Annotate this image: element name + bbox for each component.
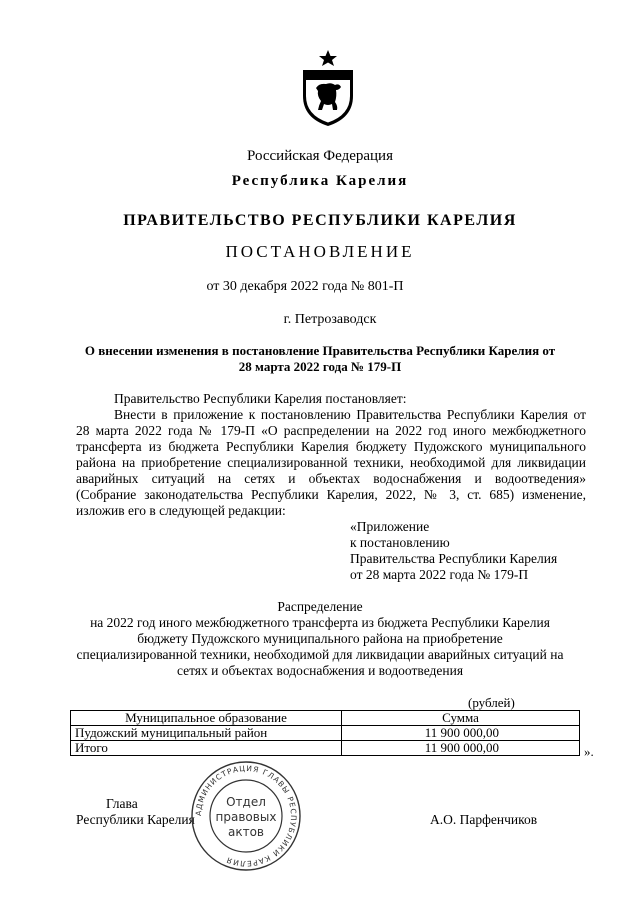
closing-quote: ». (584, 744, 594, 759)
city: г. Петрозаводск (283, 312, 377, 327)
distribution-line: на 2022 год иного межбюджетного трансферта из бюджета Республики Карелия (90, 615, 550, 630)
intro-text: Правительство Республики Карелия постановляет: (114, 391, 407, 406)
stamp-line: актов (227, 825, 265, 839)
distribution-description (0, 615, 640, 679)
body-paragraph (76, 407, 586, 519)
signature-title-line2: Республики Карелия (76, 812, 195, 827)
body-line: 28 марта 2022 года № 179-П «О распределении на 2022 год иного межбюджетного (76, 423, 586, 438)
column-header: Муниципальное образование (71, 711, 342, 726)
body-line: трансферта из бюджета Республики Карелия бюджету Пудожского муниципального (76, 439, 586, 454)
document-type: ПОСТАНОВЛЕНИЕ (225, 242, 415, 261)
distribution-line: специализированной техники, необходимой для ликвидации аварийных ситуаций на (76, 647, 564, 662)
government-title: ПРАВИТЕЛЬСТВО РЕСПУБЛИКИ КАРЕЛИЯ (123, 212, 517, 229)
country-name: Российская Федерация (247, 148, 393, 164)
table-cell: Итого (71, 741, 342, 756)
table-cell: 11 900 000,00 (342, 726, 580, 741)
body-line: аварийных ситуаций на сетях и объектах водоснабжения и водоотведения» (76, 471, 586, 486)
distribution-heading: Распределение (277, 599, 363, 614)
appendix-line: Правительства Республики Карелия (350, 551, 558, 566)
republic-name: Республика Карелия (231, 173, 409, 189)
distribution-table (70, 710, 580, 756)
stamp-line: Отдел (226, 795, 266, 809)
table-cell: Пудожский муниципальный район (71, 726, 342, 741)
column-header: Сумма (342, 711, 580, 726)
appendix-line: «Приложение (350, 519, 430, 534)
signatory-name: А.О. Парфенчиков (430, 812, 538, 827)
department-stamp-icon (190, 760, 302, 872)
body-line: района на приобретение специализированной техники, необходимой для ликвидации (76, 455, 586, 470)
stamp-line: правовых (215, 810, 277, 824)
units-label: (рублей) (468, 695, 515, 710)
body-line: Внести в приложение к постановлению Правительства Республики Карелия от (114, 407, 586, 422)
stamp-ring-text: АДМИНИСТРАЦИЯ ГЛАВЫ РЕСПУБЛИКИ КАРЕЛИЯ (193, 763, 299, 869)
table-cell: 11 900 000,00 (342, 741, 580, 756)
table-header-row (71, 711, 580, 726)
distribution-line: бюджету Пудожского муниципального района на приобретение (137, 631, 503, 646)
distribution-line: сетях и объектах водоснабжения и водоотведения (176, 663, 464, 678)
coat-of-arms-icon (299, 50, 357, 128)
appendix-line: к постановлению (350, 535, 450, 550)
appendix-line: от 28 марта 2022 года № 179-П (350, 567, 529, 582)
document-title-line2: 28 марта 2022 года № 179-П (238, 359, 402, 374)
date-number: от 30 декабря 2022 года № 801-П (206, 279, 404, 294)
table-row (71, 741, 580, 756)
signature-title-line1: Глава (106, 796, 138, 811)
body-line: изложив его в следующей редакции: (76, 503, 286, 518)
body-line: (Собрание законодательства Республики Карелия, 2022, № 3, ст. 685) изменение, (76, 487, 586, 502)
table-row (71, 726, 580, 741)
appendix-block (350, 519, 557, 583)
document-title-line1: О внесении изменения в постановление Правительства Республики Карелия от (84, 343, 556, 358)
